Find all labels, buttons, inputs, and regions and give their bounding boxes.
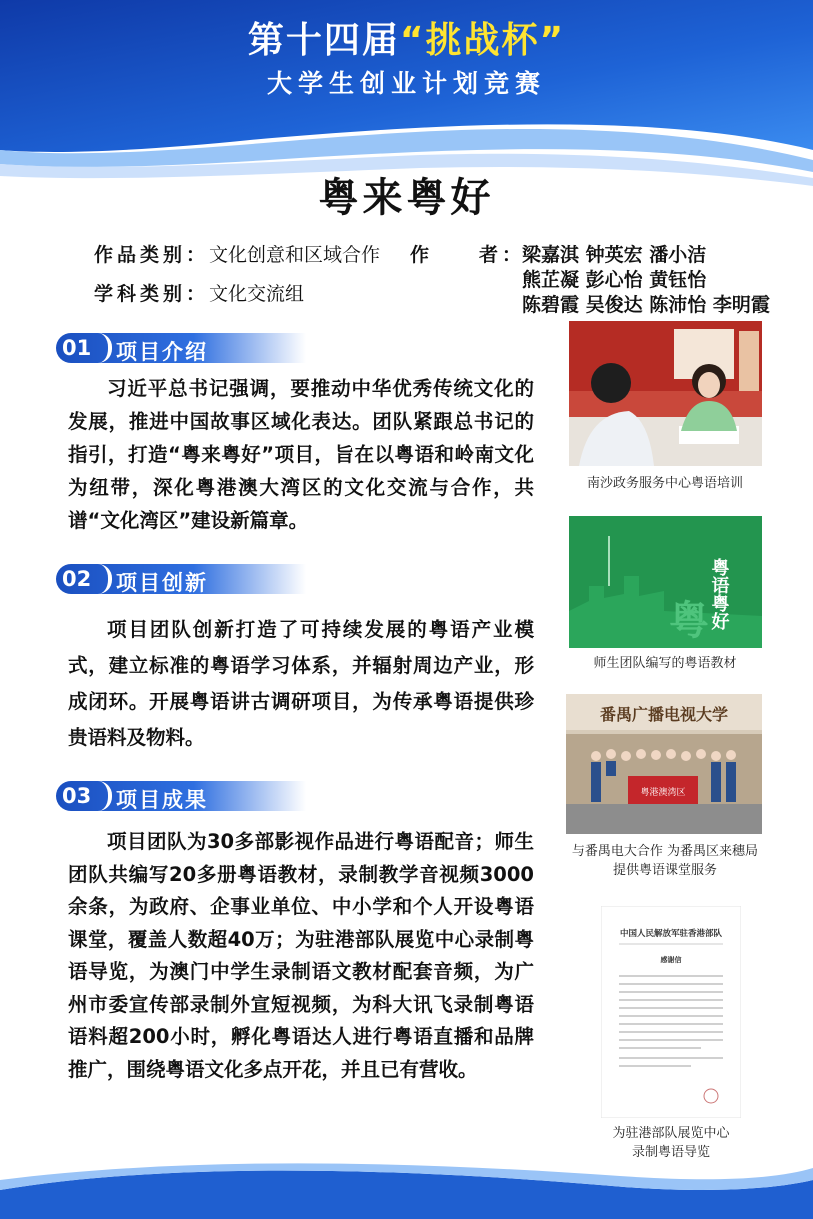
authors-line-2: 熊芷凝 彭心怡 黄钰怡 bbox=[522, 269, 707, 291]
group-banner-text: 粤港澳湾区 bbox=[640, 788, 686, 798]
photo-textbook bbox=[569, 516, 762, 648]
section-intro-text: 习近平总书记强调，要推动中华优秀传统文化的发展，推进中国故事区域化表达。团队紧跟总书记的指引，打造“粤来粤好”项目，旨在以粤语和岭南文化为纽带，深化粤港澳大湾区的文化交流与合作，共谱“文化湾区”建设新篇章。 bbox=[68, 377, 534, 532]
section-header-innovation bbox=[56, 564, 306, 594]
section-header-results bbox=[56, 781, 306, 811]
category-label: 作品类别： bbox=[94, 244, 210, 266]
caption-textbook: 师生团队编写的粤语教材 bbox=[593, 656, 737, 671]
header-subtitle: 大学生创业计划竞赛 bbox=[266, 69, 546, 98]
section-number: 03 bbox=[62, 784, 92, 808]
subject-value: 文化交流组 bbox=[209, 283, 305, 305]
caption-thank-you-letter: 为驻港部队展览中心 录制粤语导览 bbox=[612, 1126, 730, 1160]
building-sign: 番禺广播电视大学 bbox=[599, 705, 729, 724]
header-title: 第十四届“挑战杯” bbox=[247, 20, 566, 61]
authors-line-1: 梁嘉淇 钟英宏 潘小洁 bbox=[522, 244, 707, 266]
section-results-text: 项目团队为30多部影视作品进行粤语配音；师生团队共编写20多册粤语教材，录制教学音视频3000余条，为政府、企事业单位、中小学和个人开设粤语课堂，覆盖人数超40万；为驻港部队展览中心录制粤语导览，为澳门中学生录制语文教材配套音频，为广州市委宣传部录制外宣短视频，为科大讯飞录制粤语语料超200小时，孵化粤语达人进行粤语直播和品牌推广，围绕粤语文化多点开花，并且已有营收。 bbox=[68, 830, 534, 1081]
footer-wave-background bbox=[0, 1150, 813, 1219]
section-innovation-text: 项目团队创新打造了可持续发展的粤语产业模式，建立标准的粤语学习体系，并辐射周边产业，形成闭环。开展粤语讲古调研项目，为传承粤语提供珍贵语料及物料。 bbox=[68, 618, 534, 749]
photo-nansha-training bbox=[569, 321, 762, 466]
section-bracket-icon bbox=[96, 564, 112, 594]
category-value: 文化创意和区域合作 bbox=[209, 244, 381, 266]
author-label: 作 者： bbox=[410, 244, 526, 266]
letter-heading: 中国人民解放军驻香港部队 bbox=[619, 929, 723, 939]
photo-thank-you-letter bbox=[601, 906, 741, 1118]
caption-panyu-cooperation: 与番禺电大合作 为番禺区来穗局 提供粤语课堂服务 bbox=[571, 844, 759, 878]
caption-nansha-training: 南沙政务服务中心粤语培训 bbox=[586, 476, 743, 491]
textbook-title-mark: 粤语粤好 bbox=[708, 558, 730, 630]
header-title-highlight: “挑战杯” bbox=[399, 20, 566, 61]
category-row bbox=[94, 240, 380, 267]
letter-title: 感谢信 bbox=[660, 956, 682, 964]
authors-line-3: 陈碧霞 吴俊达 陈沛怡 李明霞 bbox=[522, 294, 770, 316]
section-title: 项目创新 bbox=[116, 571, 208, 595]
section-title: 项目介绍 bbox=[116, 340, 208, 364]
section-title: 项目成果 bbox=[116, 788, 208, 812]
section-bracket-icon bbox=[96, 781, 112, 811]
project-title: 粤来粤好 bbox=[318, 174, 495, 221]
section-header-intro bbox=[56, 333, 306, 363]
photo-panyu-cooperation bbox=[566, 694, 762, 834]
subject-label: 学科类别： bbox=[94, 283, 210, 305]
section-number: 02 bbox=[62, 567, 92, 591]
section-number: 01 bbox=[62, 336, 92, 360]
section-bracket-icon bbox=[96, 333, 112, 363]
textbook-big-char: 粤 bbox=[669, 597, 709, 644]
subject-row bbox=[94, 279, 304, 306]
